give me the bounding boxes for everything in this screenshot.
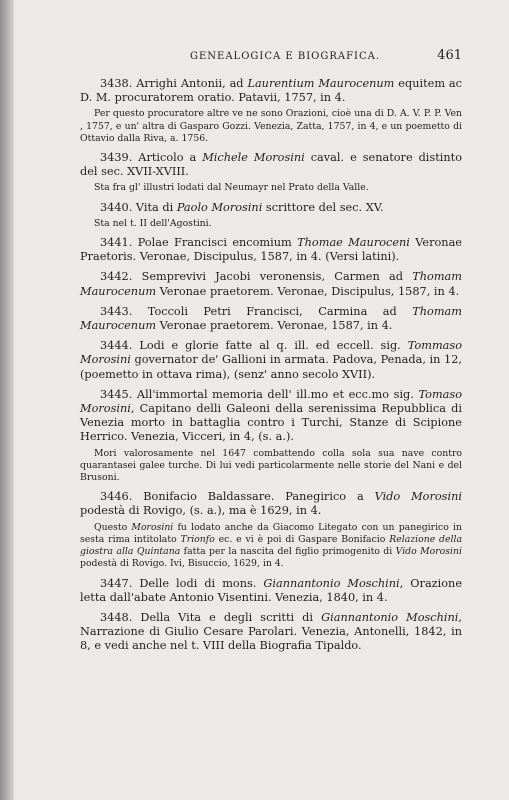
page-body	[80, 77, 462, 660]
entry-3446	[80, 490, 462, 570]
entry-text: 3441. Polae Francisci encomium Thomae Mauroceni Veronae Praetoris. Veronae, Discipulus, 1587, in 4. (Versi latini).	[80, 236, 462, 264]
entry-text: 3448. Della Vita e degli scritti di Giannantonio Moschini, Narrazione di Giulio Cesare Parolari. Venezia, Antonelli, 1842, in 8, e vedi anche nel t. VIII della Biografia Tipaldo.	[80, 610, 463, 653]
entry-3439	[80, 151, 462, 195]
entry-note: Per questo procuratore altre ve ne sono Orazioni, cioè una di D. A. V. P. P. Ven , 1757, e un' altra di Gasparo Gozzi. Venezia, Zatta, 1757, in 4, e un poemetto di Ottavio dalla Riva, a. 1756.	[80, 108, 462, 144]
entry-3438	[80, 77, 462, 145]
entry-text: 3444. Lodi e glorie fatte al q. ill. ed eccell. sig. Tommaso Morosini governator de' Gallioni in armata. Padova, Penada, in 12, (poemetto in ottava rima), (senz' anno secolo XVII).	[80, 339, 462, 381]
page-gutter-shadow	[0, 0, 14, 800]
entry-3447	[80, 577, 462, 605]
entry-3444	[80, 339, 462, 382]
running-title: GENEALOGICA E BIOGRAFICA.	[190, 51, 381, 62]
entry-text: 3442. Semprevivi Jacobi veronensis, Carmen ad Thomam Maurocenum Veronae praetorem. Veronae, Discipulus, 1587, in 4.	[80, 270, 462, 298]
entry-text: 3445. All'immortal memoria dell' ill.mo et ecc.mo sig. Tomaso Morosini, Capitano delli Galeoni della serenissima Repubblica di Venezia morto in battaglia contro i Turchi, Stanze di Scipione Herrico. Venezia, Vicceri, in 4, (s. a.).	[80, 387, 462, 444]
entry-text: 3447. Delle lodi di mons. Giannantonio Moschini, Orazione letta dall'abate Antonio Visentini. Venezia, 1840, in 4.	[80, 576, 463, 604]
entry-text: 3440. Vita di Paolo Morosini scrittore del sec. XV.	[100, 200, 384, 214]
entry-text: 3443. Toccoli Petri Francisci, Carmina ad Thomam Maurocenum Veronae praetorem. Veronae, 1587, in 4.	[80, 304, 462, 333]
entry-note: Sta nel t. II dell'Agostini.	[94, 217, 212, 229]
entry-note: Mori valorosamente nel 1647 combattendo colla sola sua nave contro quarantasei galee turche. Di lui vedi particolarmente nelle storie del Nani e del Brusoni.	[80, 447, 462, 484]
entry-3443	[80, 305, 462, 333]
entry-text: 3438. Arrighi Antonii, ad Laurentium Maurocenum equitem ac D. M. procuratorem oratio. Patavii, 1757, in 4.	[80, 77, 462, 105]
entry-note: Questo Morosini fu lodato anche da Giacomo Litegato con un panegirico in sesta rima intitolato Trionfo ec. e vi è poi di Gaspare Bonifacio Relazione della giostra alla Quintana fatta per la nascita del figlio primogenito di Vido Morosini podestà di Rovigo. Ivi, Bisuccio, 1629, in 4.	[80, 521, 462, 570]
entry-3445	[80, 388, 462, 484]
entry-3440	[80, 201, 462, 230]
entry-text: 3446. Bonifacio Baldassare. Panegirico a Vido Morosini podestà di Rovigo, (s. a.), ma è 1629, in 4.	[80, 490, 462, 518]
page-number: 461	[437, 48, 462, 63]
entry-text: 3439. Articolo a Michele Morosini caval. e senatore distinto del sec. XVII-XVIII.	[80, 151, 462, 179]
entry-3442	[80, 270, 462, 298]
entry-3441	[80, 236, 462, 264]
entry-3448	[80, 611, 462, 654]
page-header	[60, 48, 462, 68]
entry-note: Sta fra gl' illustri lodati dal Neumayr nel Prato della Valle.	[94, 182, 369, 194]
